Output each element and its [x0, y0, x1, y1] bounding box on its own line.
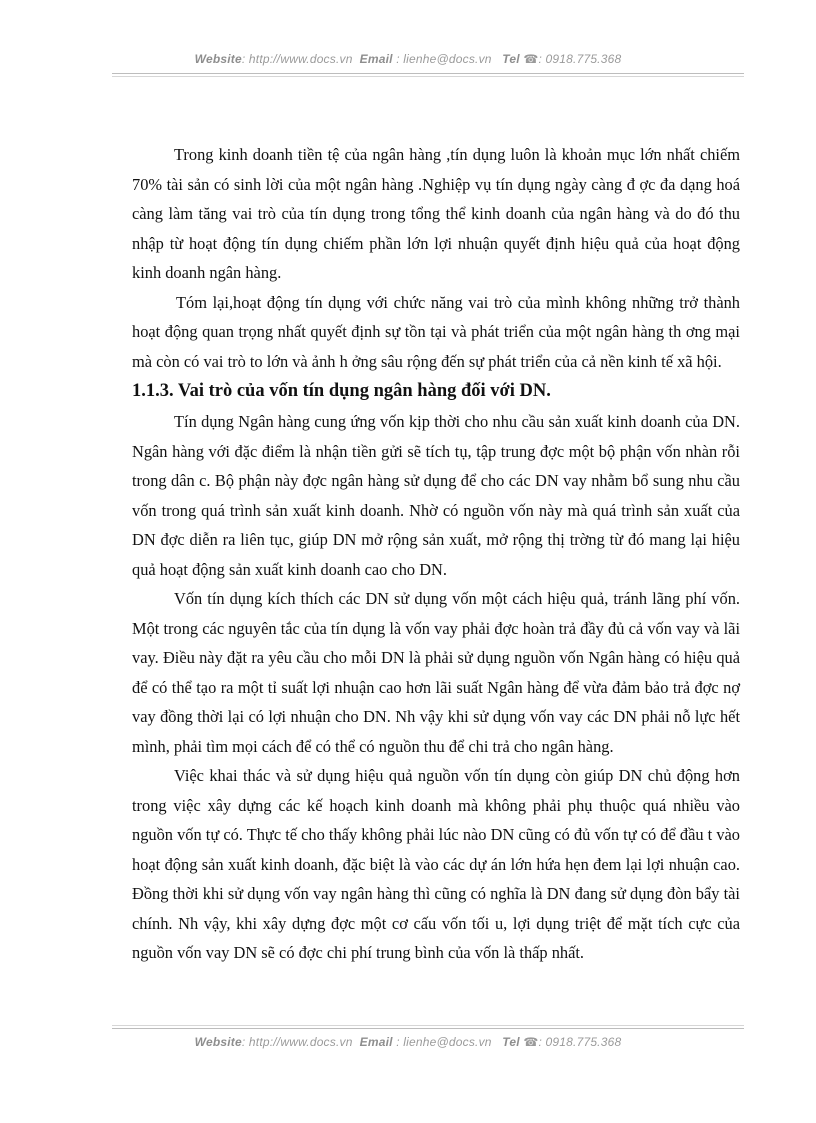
footer-email-value: : lienhe@docs.vn [396, 1035, 492, 1049]
document-body [132, 140, 740, 968]
phone-icon: ☎ [523, 52, 539, 66]
header-website-label: Website [194, 52, 242, 66]
header-website-value: : http://www.docs.vn [241, 52, 353, 66]
header-email-label: Email [359, 52, 393, 66]
footer-divider [112, 1025, 744, 1029]
footer-email-label: Email [359, 1035, 393, 1049]
footer-website-label: Website [194, 1035, 242, 1049]
page-footer [0, 1035, 816, 1049]
paragraph-2: Tóm lại,hoạt động tín dụng với chức năng vai trò của mình không những trở thành hoạt động quan trọng nhất quyết định sự tồn tại và phát triển của một ngân hàng th ơng mại mà còn có vai trò to lớn và ảnh h ởng sâu rộng đến sự phát triển của cả nền kinh tế xã hội. [132, 292, 740, 371]
header-tel-value: : 0918.775.368 [538, 52, 622, 66]
page-header [0, 52, 816, 66]
footer-tel-value: : 0918.775.368 [538, 1035, 622, 1049]
footer-tel-label: Tel [502, 1035, 520, 1049]
paragraph-5: Việc khai thác và sử dụng hiệu quả nguồn vốn tín dụng còn giúp DN chủ động hơn trong việc xây dựng các kế hoạch kinh doanh mà không phải phụ thuộc quá nhiều vào nguồn vốn tự có. Thực tế cho thấy không phải lúc nào DN cũng có đủ vốn tự có để đầu t vào hoạt động sản xuất kinh doanh, đặc biệt là vào các dự án lớn hứa hẹn đem lại lợi nhuận cao. Đồng thời khi sử dụng vốn vay ngân hàng thì cũng có nghĩa là DN đang sử dụng đòn bẩy tài chính. Nh vậy, khi xây dựng đợc một cơ cấu vốn tối u, lợi dụng triệt để mặt tích cực của nguồn vốn vay DN sẽ có đợc chi phí trung bình của vốn là thấp nhất. [132, 766, 740, 962]
header-email-value: : lienhe@docs.vn [396, 52, 492, 66]
phone-icon: ☎ [523, 1035, 539, 1049]
paragraph-4: Vốn tín dụng kích thích các DN sử dụng vốn một cách hiệu quả, tránh lãng phí vốn. Một trong các nguyên tắc của tín dụng là vốn vay phải đợc hoàn trả đầy đủ cả vốn vay và lãi vay. Điều này đặt ra yêu cầu cho mỗi DN là phải sử dụng nguồn vốn Ngân hàng có hiệu quả để có thể tạo ra một tỉ suất lợi nhuận cao hơn lãi suất Ngân hàng để vừa đảm bảo trả đợc nợ vay đồng thời lại có lợi nhuận cho DN. Nh vậy khi sử dụng vốn vay các DN phải nỗ lực hết mình, phải tìm mọi cách để có thể có nguồn thu để chi trả cho ngân hàng. [132, 589, 740, 756]
footer-website-value: : http://www.docs.vn [241, 1035, 353, 1049]
paragraph-3: Tín dụng Ngân hàng cung ứng vốn kịp thời cho nhu cầu sản xuất kinh doanh của DN. Ngân hàng với đặc điểm là nhận tiền gửi sẽ tích tụ, tập trung đợc một bộ phận vốn nhàn rỗi trong dân c. Bộ phận này đợc ngân hàng sử dụng để cho các DN vay nhằm bổ sung nhu cầu vốn trong quá trình sản xuất kinh doanh. Nhờ có nguồn vốn này mà quá trình sản xuất của DN đợc diễn ra liên tục, giúp DN mở rộng sản xuất, mở rộng thị trờng từ đó mang lại hiệu quả hoạt động sản xuất kinh doanh cao cho DN. [132, 412, 740, 579]
header-divider [112, 73, 744, 77]
paragraph-1: Trong kinh doanh tiền tệ của ngân hàng ,tín dụng luôn là khoản mục lớn nhất chiếm 70% tài sản có sinh lời của một ngân hàng .Nghiệp vụ tín dụng ngày càng đ ợc đa dạng hoá càng làm tăng vai trò của tín dụng trong tổng thể kinh doanh của ngân hàng và do đó thu nhập từ hoạt động tín dụng chiếm phần lớn lợi nhuận quyết định hiệu quả của hoạt động kinh doanh ngân hàng. [132, 145, 740, 282]
header-tel-label: Tel [502, 52, 520, 66]
section-heading: 1.1.3. Vai trò của vốn tín dụng ngân hàng đối với DN. [132, 381, 551, 401]
